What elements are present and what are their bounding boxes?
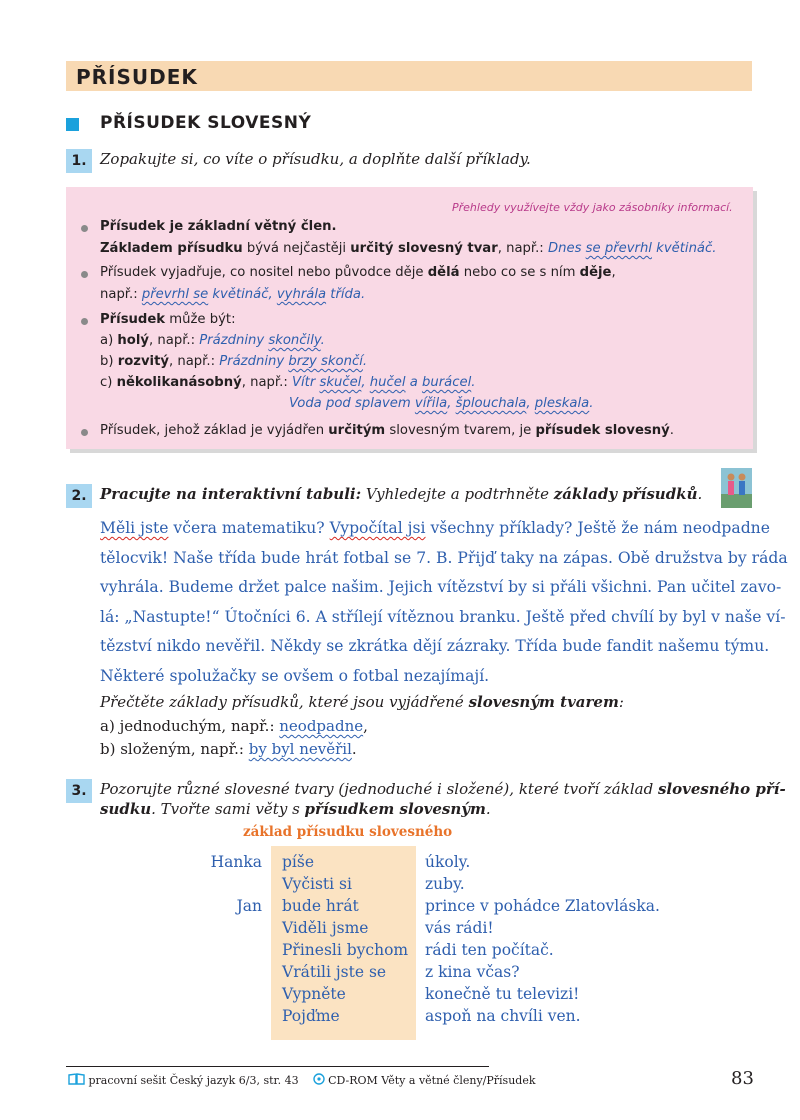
table-rest: zuby. [425, 875, 465, 893]
table-rest: prince v pohádce Zlatovláska. [425, 897, 660, 915]
table-verb: Přinesli bychom [282, 941, 409, 959]
page-number: 83 [731, 1068, 754, 1089]
exercise-2-number: 2. [66, 484, 92, 508]
exercise-3-instruction: sudku. Tvořte sami věty s přísudkem slovesným. [100, 800, 491, 818]
title-bar [66, 61, 752, 91]
summary-line: Přísudek, jehož základ je vyjádřen určitým slovesným tvarem, je přísudek slovesný. [100, 423, 674, 438]
summary-line: Přísudek může být: [100, 312, 236, 327]
footer [68, 1073, 536, 1087]
section-marker [66, 118, 79, 131]
cd-icon [313, 1073, 325, 1085]
footer-cdrom: CD-ROM Věty a větné členy/Přísudek [328, 1074, 536, 1087]
table-rest: konečně tu televizi! [425, 985, 580, 1003]
table-rest: aspoň na chvíli ven. [425, 1007, 581, 1025]
table-subject: Jan [236, 897, 262, 915]
exercise-2-instruction: Pracujte na interaktivní tabuli: Vyhledejte a podtrhněte základy přísudků. [100, 485, 703, 503]
page-title: PŘÍSUDEK [76, 65, 198, 89]
table-rest: úkoly. [425, 853, 471, 871]
summary-line: Přísudek je základní větný člen. [100, 219, 337, 234]
bullet-icon [81, 225, 88, 232]
exercise-2-text [100, 514, 788, 691]
exercise-1-number: 1. [66, 149, 92, 173]
text-line: Měli jste včera matematiku? Vypočítal jsi všechny příklady? Ještě že nám neodpadne [100, 519, 770, 537]
bullet-icon [81, 429, 88, 436]
table-rest: rádi ten počítač. [425, 941, 554, 959]
summary-line: c) několikanásobný, např.: Vítr skučel, hučel a burácel. [100, 375, 476, 390]
exercise-1-instruction: Zopakujte si, co víte o přísudku, a doplňte další příklady. [100, 150, 531, 168]
answer-a: a) jednoduchým, např.: neodpadne, [100, 717, 368, 735]
summary-line: b) rozvitý, např.: Prázdniny brzy skončí. [100, 354, 368, 369]
table-verb: Vypněte [282, 985, 346, 1003]
text-line: tělocvik! Naše třída bude hrát fotbal se 7. B. Přijď taky na zápas. Obě družstva by ráda [100, 548, 788, 567]
table-rest: vás rádi! [425, 919, 494, 937]
summary-line: Základem přísudku bývá nejčastěji určitý slovesný tvar, např.: Dnes se převrhl květináč. [100, 241, 717, 256]
text-line: vyhrála. Budeme držet palce našim. Jejich vítězství by si přáli všichni. Pan učitel zavo- [100, 578, 782, 596]
exercise-3-instruction: Pozorujte různé slovesné tvary (jednoduché i složené), které tvoří základ slovesného pří- [100, 780, 786, 798]
table-verb: Pojďme [282, 1007, 340, 1025]
table-rest: z kina včas? [425, 963, 520, 981]
footer-divider [66, 1066, 489, 1067]
table-verb: bude hrát [282, 897, 359, 915]
exercise-3-number: 3. [66, 779, 92, 803]
summary-line: a) holý, např.: Prázdniny skončily. [100, 333, 325, 348]
summary-line: Voda pod splavem vířila, šplouchala, pleskala. [289, 396, 594, 411]
verb-column-label: základ přísudku slovesného [243, 824, 453, 840]
footer-workbook: pracovní sešit Český jazyk 6/3, str. 43 [88, 1074, 299, 1087]
table-verb: Vyčisti si [282, 875, 352, 893]
summary-line: např.: převrhl se květináč, vyhrála třída. [100, 287, 366, 302]
table-subject: Hanka [210, 853, 262, 871]
text-line: lá: „Nastupte!“ Útočníci 6. A střílejí vítěznou branku. Ještě před chvílí by byl v naše ví- [100, 607, 786, 626]
bullet-icon [81, 271, 88, 278]
table-verb: Viděli jsme [282, 919, 369, 937]
table-verb: píše [282, 853, 315, 871]
text-line: tězství nikdo nevěřil. Někdy se zkrátka dějí zázraky. Třída bude fandit našemu týmu. [100, 637, 770, 655]
summary-note: Přehledy využívejte vždy jako zásobníky informací. [452, 201, 733, 214]
interactive-board-photo-icon [721, 468, 752, 508]
exercise-2-question: Přečtěte základy přísudků, které jsou vyjádřené slovesným tvarem: [100, 693, 624, 711]
table-verb: Vrátili jste se [282, 963, 387, 981]
bullet-icon [81, 318, 88, 325]
section-title: PŘÍSUDEK SLOVESNÝ [100, 113, 312, 133]
text-line: Některé spolužačky se ovšem o fotbal nezajímají. [100, 666, 490, 685]
answer-b: b) složeným, např.: by byl nevěřil. [100, 740, 357, 758]
summary-line: Přísudek vyjadřuje, co nositel nebo původce děje dělá nebo co se s ním děje, [100, 265, 616, 280]
book-icon [68, 1073, 85, 1085]
